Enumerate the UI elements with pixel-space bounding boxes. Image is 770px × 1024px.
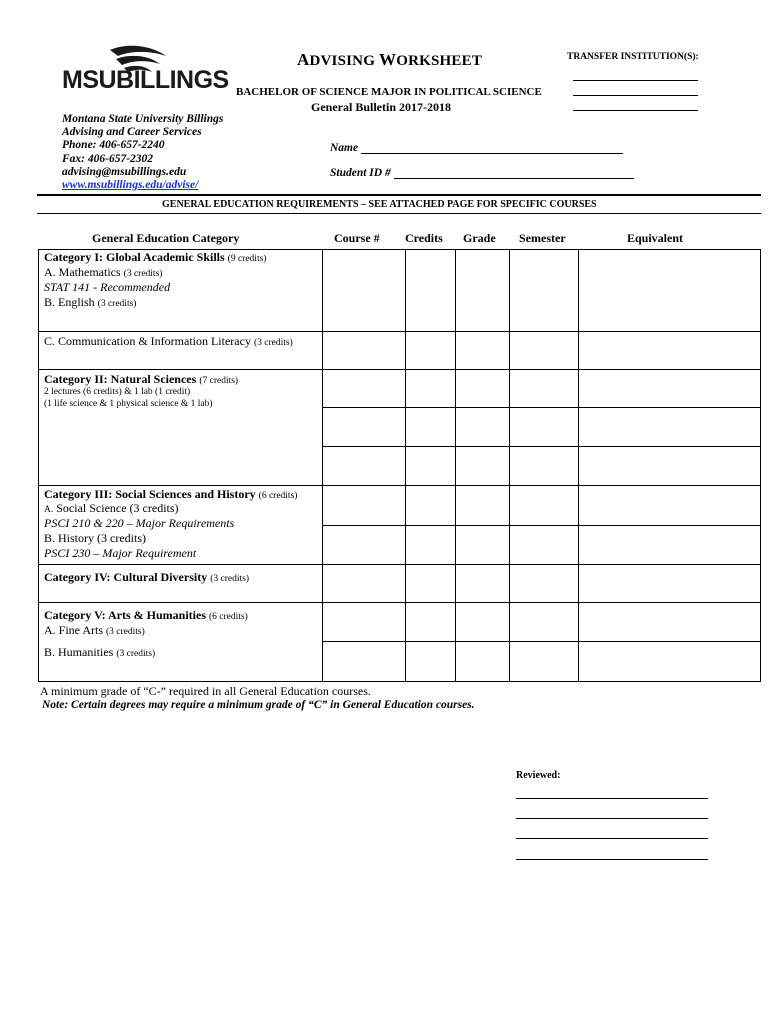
website-link[interactable]: www.msubillings.edu/advise/ bbox=[62, 179, 199, 192]
min-grade-note: A minimum grade of “C-” required in all General Education courses. bbox=[40, 684, 371, 698]
cat1-math-note: STAT 141 - Recommended bbox=[44, 280, 171, 294]
header-rule bbox=[37, 194, 761, 196]
org-name: Montana State University Billings bbox=[62, 113, 224, 125]
student-id-field[interactable]: Student ID # bbox=[330, 167, 634, 179]
msu-billings-logo: MSUBILLINGS bbox=[62, 66, 229, 94]
transfer-line-3[interactable] bbox=[573, 110, 698, 111]
cat3-history-note: PSCI 230 – Major Requirement bbox=[44, 546, 197, 560]
cat1-title: Category I: Global Academic Skills (9 credits) bbox=[44, 250, 267, 264]
transfer-label: TRANSFER INSTITUTION(S): bbox=[567, 52, 699, 62]
degree-line: BACHELOR OF SCIENCE MAJOR IN POLITICAL SCIENCE bbox=[236, 86, 542, 98]
fax: Fax: 406-657-2302 bbox=[62, 152, 154, 165]
cat5-humanities: B. Humanities (3 credits) bbox=[44, 645, 156, 659]
cat5-title: Category V: Arts & Humanities (6 credits) bbox=[44, 608, 248, 622]
cat1-math: A. Mathematics (3 credits) bbox=[44, 265, 163, 279]
cat3-history: B. History (3 credits) bbox=[44, 531, 146, 545]
reviewed-line-1[interactable] bbox=[516, 798, 708, 799]
email: advising@msubillings.edu bbox=[62, 165, 187, 178]
col-header-semester: Semester bbox=[519, 231, 566, 245]
cat2-title: Category II: Natural Sciences (7 credits) bbox=[44, 372, 239, 386]
certain-degrees-note: Note: Certain degrees may require a minimum grade of “C” in General Education courses. bbox=[42, 699, 475, 711]
section-rule bbox=[37, 213, 761, 214]
cat2-line1: 2 lectures (6 credits) & 1 lab (1 credit) bbox=[44, 387, 191, 397]
reviewed-label: Reviewed: bbox=[516, 770, 561, 781]
cat2-line2: (1 life science & 1 physical science & 1 lab) bbox=[44, 399, 213, 409]
cat3-social-science-note: PSCI 210 & 220 – Major Requirements bbox=[44, 516, 235, 530]
col-header-category: General Education Category bbox=[92, 231, 240, 245]
cat3-social-science: A. Social Science (3 credits) bbox=[44, 501, 179, 515]
transfer-line-2[interactable] bbox=[573, 95, 698, 96]
col-header-equivalent: Equivalent bbox=[627, 231, 684, 245]
cat1-english: B. English (3 credits) bbox=[44, 295, 137, 309]
transfer-line-1[interactable] bbox=[573, 80, 698, 81]
contact-block bbox=[62, 113, 223, 192]
col-header-course: Course # bbox=[334, 231, 380, 245]
reviewed-line-3[interactable] bbox=[516, 838, 708, 839]
cat4-title: Category IV: Cultural Diversity (3 credits) bbox=[44, 570, 249, 584]
reviewed-line-4[interactable] bbox=[516, 859, 708, 860]
cat3-title: Category III: Social Sciences and History (6 credits) bbox=[44, 487, 298, 501]
cat1-communication: C. Communication & Information Literacy (3 credits) bbox=[44, 334, 293, 348]
name-field[interactable]: Name bbox=[330, 142, 623, 154]
page-title: ADVISING WORKSHEET bbox=[297, 50, 483, 69]
col-header-credits: Credits bbox=[405, 231, 443, 245]
dept-name: Advising and Career Services bbox=[62, 126, 202, 139]
reviewed-line-2[interactable] bbox=[516, 818, 708, 819]
col-header-grade: Grade bbox=[463, 231, 496, 245]
bulletin-year: General Bulletin 2017-2018 bbox=[311, 100, 451, 114]
cat5-fine-arts: A. Fine Arts (3 credits) bbox=[44, 623, 145, 637]
phone: Phone: 406-657-2240 bbox=[62, 139, 165, 152]
gen-ed-table bbox=[38, 249, 761, 682]
section-title: GENERAL EDUCATION REQUIREMENTS – SEE ATTACHED PAGE FOR SPECIFIC COURSES bbox=[162, 199, 597, 210]
